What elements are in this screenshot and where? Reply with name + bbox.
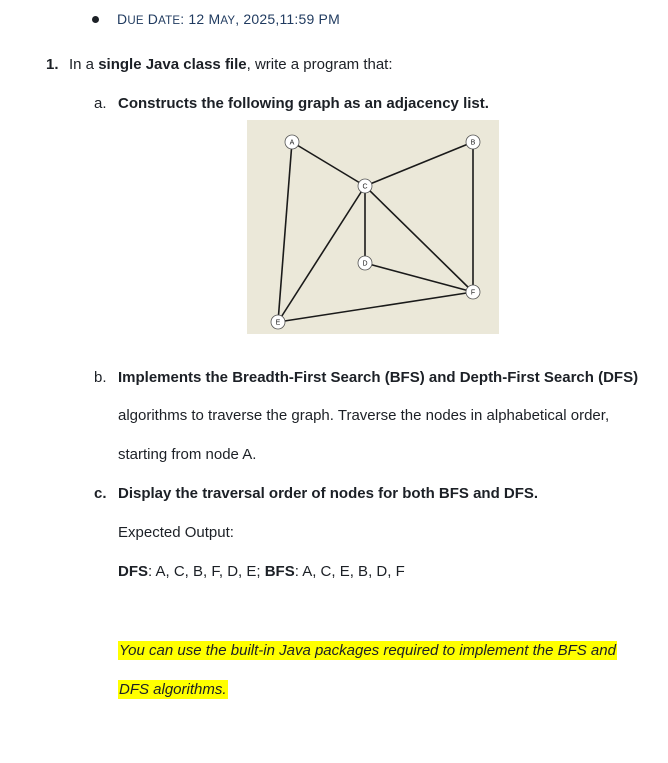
item-b-line2: algorithms to traverse the graph. Traverse the nodes in alphabetical order, bbox=[118, 407, 610, 424]
note-line1: You can use the built-in Java packages required to implement the BFS and bbox=[119, 642, 616, 659]
node-A bbox=[285, 135, 299, 149]
expected-output-label: Expected Output: bbox=[118, 524, 234, 541]
svg-text:C: C bbox=[362, 183, 368, 191]
question-intro: In a single Java class file, write a program that: bbox=[69, 56, 393, 73]
svg-text:A: A bbox=[289, 139, 295, 147]
edge-E-F bbox=[278, 289, 476, 322]
svg-text:B: B bbox=[470, 139, 476, 147]
graph-figure bbox=[247, 120, 499, 334]
edge-C-B bbox=[365, 142, 473, 186]
graph-svg bbox=[247, 120, 499, 334]
edge-A-C bbox=[289, 139, 365, 186]
graph-edges bbox=[278, 139, 476, 322]
due-date: DUE DATE: 12 MAY, 2025,11:59 PM bbox=[117, 11, 340, 27]
svg-text:D: D bbox=[362, 260, 368, 268]
question-number: 1. bbox=[46, 56, 59, 73]
node-D bbox=[358, 256, 372, 270]
node-E bbox=[271, 315, 285, 329]
edge-C-F bbox=[365, 186, 473, 292]
expected-output-value: DFS: A, C, B, F, D, E; BFS: A, C, E, B, D, F bbox=[118, 563, 405, 580]
item-b-line3: starting from node A. bbox=[118, 446, 257, 463]
bullet-dot bbox=[92, 16, 99, 23]
node-B bbox=[466, 135, 480, 149]
edge-A-E bbox=[278, 142, 292, 322]
svg-text:F: F bbox=[470, 289, 476, 297]
item-c-label: c. bbox=[94, 485, 107, 502]
item-c-text: Display the traversal order of nodes for both BFS and DFS. bbox=[118, 485, 539, 502]
node-C bbox=[358, 179, 372, 193]
svg-text:E: E bbox=[275, 319, 281, 327]
edge-C-E bbox=[278, 183, 368, 322]
node-F bbox=[466, 285, 480, 299]
item-b-line1: Implements the Breadth-First Search (BFS) and Depth-First Search (DFS) bbox=[118, 369, 639, 386]
item-b-label: b. bbox=[94, 369, 107, 386]
edge-D-F bbox=[365, 263, 473, 292]
item-a-label: a. bbox=[94, 95, 107, 112]
item-a-text: Constructs the following graph as an adjacency list. bbox=[118, 95, 489, 112]
note-line2: DFS algorithms. bbox=[119, 681, 227, 698]
